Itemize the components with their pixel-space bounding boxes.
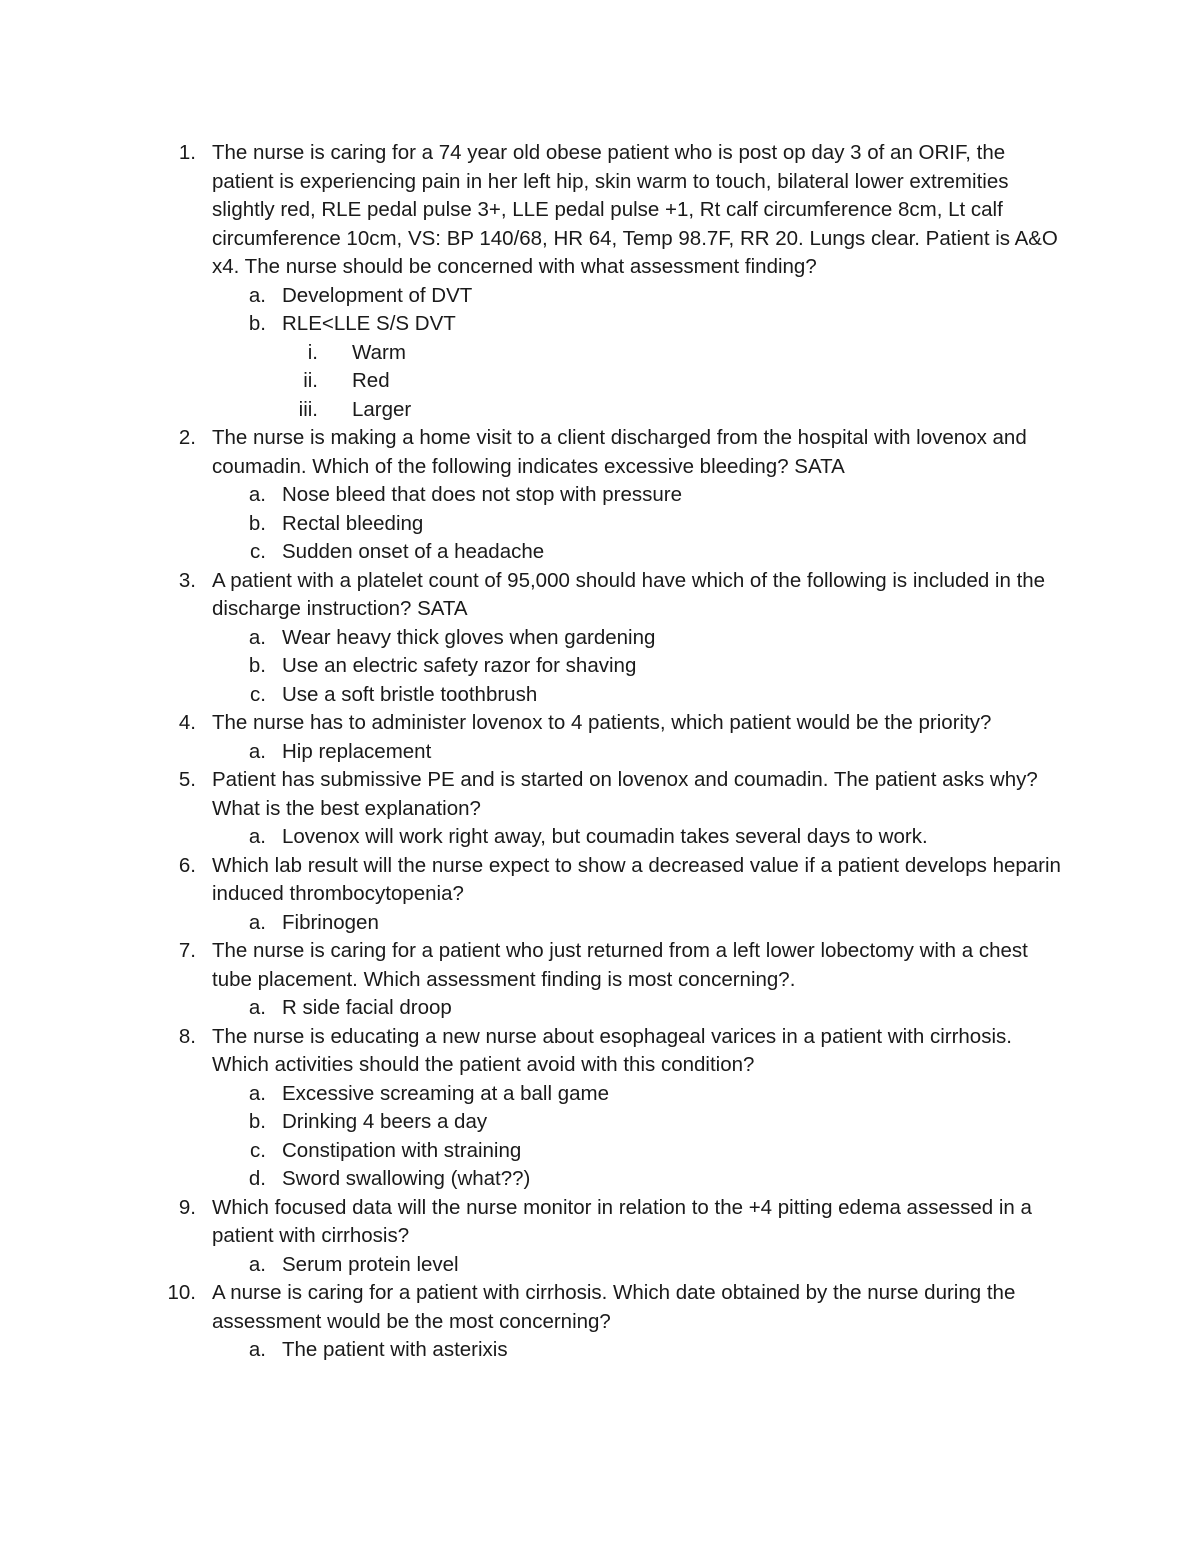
question-text: Which focused data will the nurse monitor in relation to the +4 pitting edema assessed in a patient with cirrhosis?	[212, 1195, 1032, 1247]
question-text: A patient with a platelet count of 95,000 should have which of the following is included in the discharge instruction? SATA	[212, 568, 1046, 620]
question-item	[0, 1279, 1064, 1336]
answer-text: RLE<LLE S/S DVT	[282, 312, 456, 335]
question-text: The nurse has to administer lovenox to 4 patients, which patient would be the priority?	[212, 711, 992, 734]
sub-item-text: Larger	[352, 397, 412, 421]
answer-item	[0, 1080, 1064, 1109]
question-number: 10.	[167, 1281, 196, 1304]
question-number: 6.	[178, 853, 196, 877]
question-item	[0, 1023, 1064, 1080]
question-item	[0, 567, 1064, 624]
answer-text: Use an electric safety razor for shaving	[282, 654, 637, 677]
answer-text: Sword swallowing (what??)	[282, 1167, 531, 1190]
question-number: 5.	[178, 768, 196, 791]
answer-text: Nose bleed that does not stop with pressure	[282, 483, 682, 506]
answer-text: Hip replacement	[282, 739, 432, 763]
answer-letter: a.	[248, 910, 266, 934]
sub-item-numeral: i.	[307, 340, 318, 364]
question-item	[0, 424, 1064, 481]
answer-letter: b.	[248, 511, 266, 535]
answer-text: Excessive screaming at a ball game	[282, 1081, 610, 1105]
answer-item	[0, 994, 1064, 1023]
answer-letter: a.	[248, 1338, 266, 1361]
answer-item	[0, 681, 1064, 710]
answer-item	[0, 282, 1064, 311]
answer-item	[0, 310, 1064, 339]
answer-item	[0, 652, 1064, 681]
answer-item	[0, 510, 1064, 539]
question-item	[0, 1194, 1064, 1251]
sub-item	[0, 396, 1064, 425]
answer-text: Serum protein level	[282, 1252, 459, 1276]
question-item	[0, 937, 1064, 994]
answer-letter: a.	[248, 1081, 266, 1105]
sub-item	[0, 367, 1064, 396]
answer-item	[0, 481, 1064, 510]
answer-item	[0, 1165, 1064, 1194]
question-text: Which lab result will the nurse expect to show a decreased value if a patient develops heparin induced thrombocytopenia?	[212, 853, 1061, 905]
question-number: 7.	[178, 939, 196, 962]
answer-item	[0, 909, 1064, 938]
answer-text: Wear heavy thick gloves when gardening	[282, 625, 656, 649]
answer-text: R side facial droop	[282, 996, 452, 1019]
question-text: The nurse is caring for a patient who just returned from a left lower lobectomy with a chest tube placement. Which assessment finding is most concerning?.	[212, 939, 1028, 991]
question-item	[0, 852, 1064, 909]
answer-item	[0, 538, 1064, 567]
document-page	[0, 139, 1200, 1365]
answer-letter: b.	[248, 1110, 266, 1133]
question-number: 2.	[178, 426, 196, 449]
answer-letter: a.	[248, 996, 266, 1019]
answer-item	[0, 823, 1064, 852]
sub-item-text: Warm	[352, 340, 406, 364]
question-text: The nurse is caring for a 74 year old obese patient who is post op day 3 of an ORIF, the patient is experiencing pain in her left hip, skin warm to touch, bilateral lower extremities slightly red, RLE pedal pulse 3+, LLE pedal pulse +1, Rt calf circumference 8cm, Lt calf circumference 10cm, VS: BP 140/68, HR 64, Temp 98.7F, RR 20. Lungs clear. Patient is A&O x4. The nurse should be concerned with what assessment finding?	[212, 141, 1058, 278]
answer-text: Lovenox will work right away, but coumadin takes several days to work.	[282, 825, 928, 848]
sub-item-numeral: ii.	[303, 369, 318, 392]
answer-letter: a.	[248, 625, 266, 649]
question-number: 9.	[178, 1195, 196, 1219]
question-number: 3.	[178, 568, 196, 592]
question-text: Patient has submissive PE and is started on lovenox and coumadin. The patient asks why? What is the best explanation?	[212, 768, 1038, 820]
question-text: The nurse is making a home visit to a client discharged from the hospital with lovenox and coumadin. Which of the following indicates excessive bleeding? SATA	[212, 426, 1027, 478]
question-number: 1.	[178, 141, 196, 164]
answer-letter: a.	[248, 1252, 266, 1276]
answer-item	[0, 1137, 1064, 1166]
answer-text: Drinking 4 beers a day	[282, 1110, 488, 1133]
question-item	[0, 139, 1064, 282]
answer-letter: a.	[248, 739, 266, 763]
answer-item	[0, 738, 1064, 767]
answer-item	[0, 624, 1064, 653]
sub-item-numeral: iii.	[298, 397, 318, 421]
question-item	[0, 766, 1064, 823]
answer-item	[0, 1336, 1064, 1365]
answer-letter: a.	[248, 483, 266, 506]
question-number: 4.	[178, 711, 196, 734]
answer-letter: a.	[248, 283, 266, 307]
answer-item	[0, 1251, 1064, 1280]
answer-text: Rectal bleeding	[282, 511, 424, 535]
answer-letter: a.	[248, 825, 266, 848]
answer-text: Development of DVT	[282, 283, 473, 307]
answer-letter: c.	[250, 682, 266, 706]
answer-text: Sudden onset of a headache	[282, 540, 545, 563]
sub-item-text: Red	[352, 369, 390, 392]
answer-letter: b.	[248, 654, 266, 677]
answer-letter: c.	[250, 1138, 266, 1162]
answer-text: Constipation with straining	[282, 1138, 522, 1162]
answer-item	[0, 1108, 1064, 1137]
question-text: A nurse is caring for a patient with cirrhosis. Which date obtained by the nurse during the assessment would be the most concerning?	[212, 1281, 1016, 1333]
answer-letter: c.	[250, 540, 266, 563]
answer-text: The patient with asterixis	[282, 1338, 508, 1361]
question-item	[0, 709, 1064, 738]
answer-letter: b.	[248, 312, 266, 335]
answer-text: Use a soft bristle toothbrush	[282, 682, 538, 706]
question-text: The nurse is educating a new nurse about esophageal varices in a patient with cirrhosis. Which activities should the patient avoid with this condition?	[212, 1024, 1012, 1076]
question-number: 8.	[178, 1024, 196, 1048]
answer-letter: d.	[248, 1167, 266, 1190]
sub-item	[0, 339, 1064, 368]
answer-text: Fibrinogen	[282, 910, 379, 934]
